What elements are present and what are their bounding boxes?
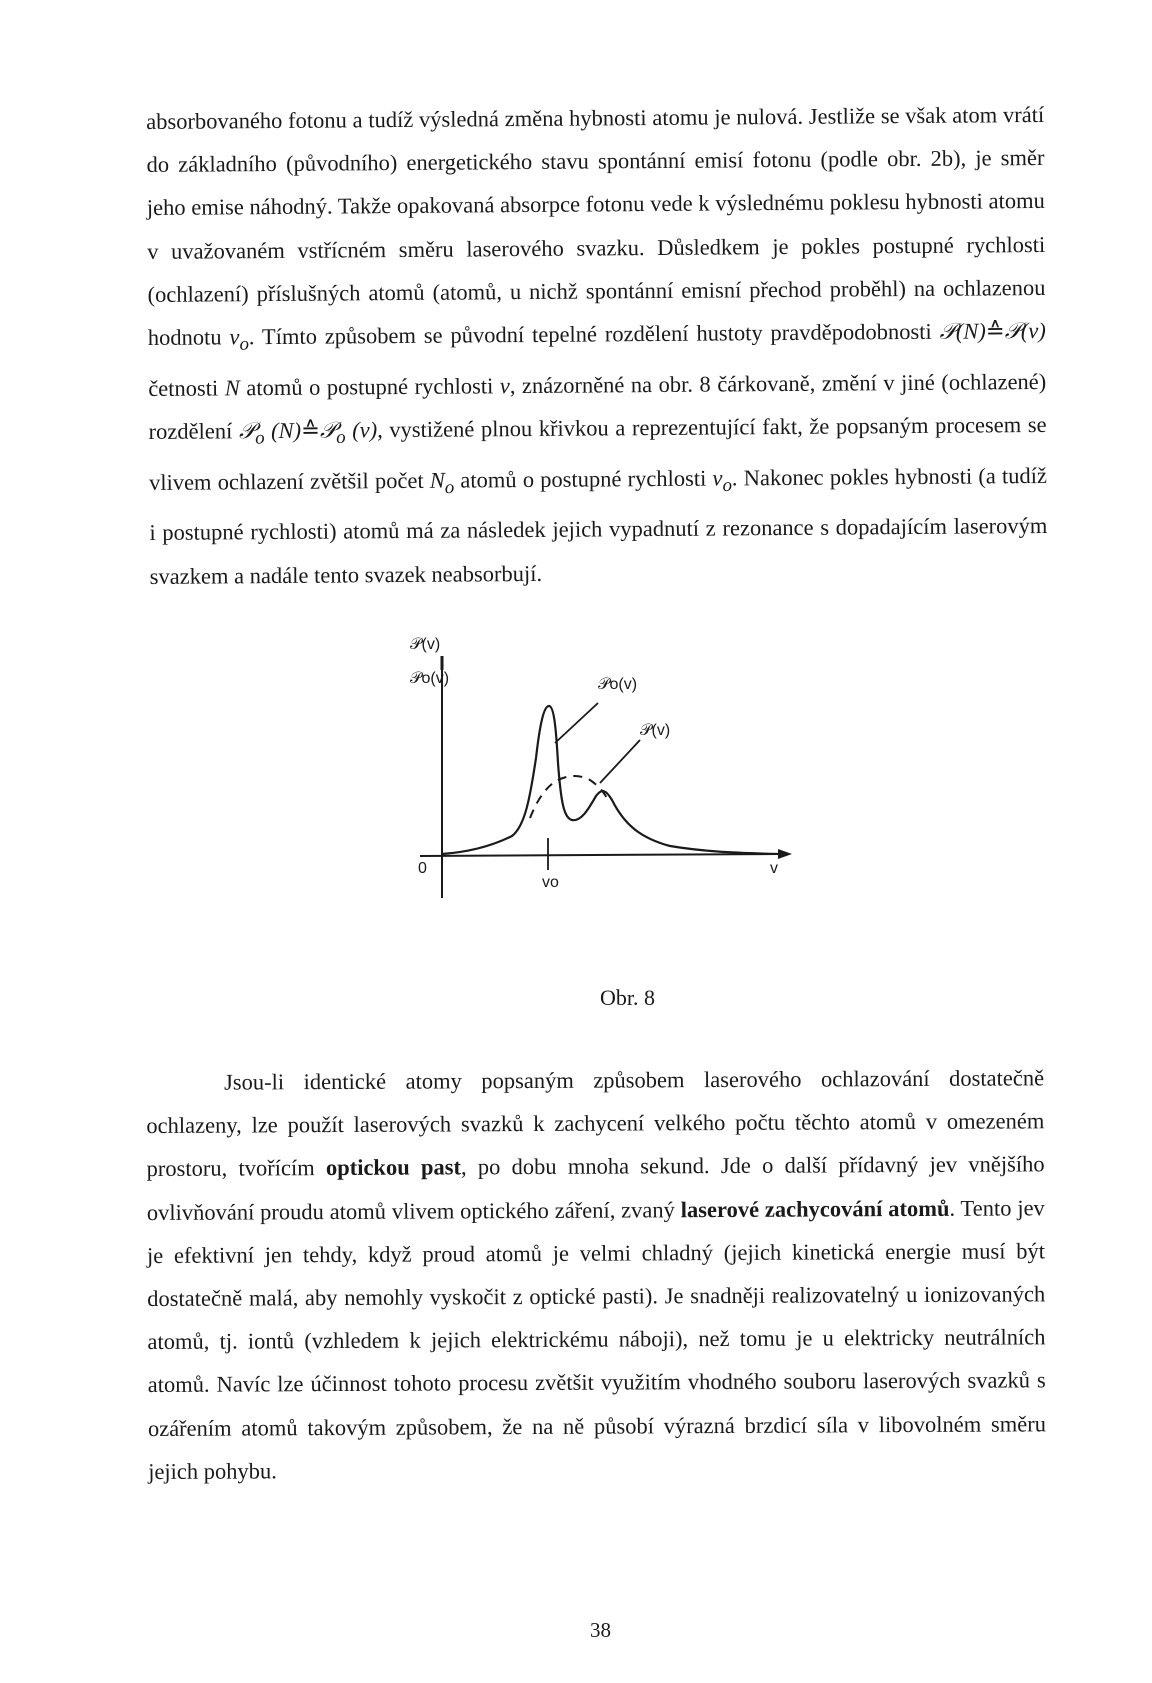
page-number: 38 xyxy=(590,1618,611,1642)
text-span: . Nakonec pokles hybnosti (a tudíž i postupné rychlosti) atomů má za následek jejich vypadnutí z rezonance s dopadajícím laserovým svazkem a nadále tento svazek neabsorbují. xyxy=(149,462,1048,589)
leader-line-original xyxy=(600,740,640,783)
tick-label-v0: vo xyxy=(542,874,559,891)
text-span: k výslednému poklesu hybnosti atomu v uvažovaném vstřícném směru laserového xyxy=(147,188,1045,264)
text-span: , po dobu mnoha sekund. Jde o další přídavný jev vnějšího ovlivňování proudu atomů vlivem optického záření, zvaný xyxy=(146,1151,1045,1225)
text-span: . Tímto způsobem se původní tepelné rozdělení hustoty pravděpodobnosti xyxy=(248,318,940,350)
leader-line-cooled xyxy=(555,703,598,743)
text-span: . Tento jev je efektivní jen tehdy, když proud atomů je velmi chladný (jejich kinetická energie musí být dostatečně malá, aby nemohly vyskočit z optické pasti). Je snadněji realizovatelný u ionizovaných atomů, tj. iontů (vzhledem k jejich elektrickému náboji), než tomu je u elektricky neutrálních atomů. Navíc lze účinnost tohoto procesu zvětšit využitím vhodného souboru laserových svazků s ozářením atomů takovým způsobem, že na ně působí výrazná brzdicí síla v libovolném směru jejich pohybu. xyxy=(146,1194,1046,1484)
math-N: N xyxy=(224,374,240,401)
x-axis xyxy=(420,854,778,856)
math-P-of-v: 𝒫(v) xyxy=(1004,317,1046,344)
math-subscript: o xyxy=(722,474,732,496)
math-v-arg: (v) xyxy=(345,417,378,443)
math-N: N xyxy=(429,467,445,493)
figure-caption: Obr. 8 xyxy=(600,985,655,1010)
x-axis-arrow xyxy=(778,849,792,859)
math-v: v xyxy=(712,465,723,491)
cooled-distribution-curve xyxy=(442,706,780,854)
text-span: , znázorněné na obr. 8 čárkovaně, změní v jiné (ochlazené) rozdělení xyxy=(148,368,1047,444)
text-span: atomů o postupné rychlosti xyxy=(454,465,713,493)
paragraph-laser-trapping xyxy=(146,1056,1046,1493)
math-corresponds: ≙ xyxy=(301,417,321,443)
math-subscript: o xyxy=(336,426,346,448)
curve-label-cooled: 𝒫o(v) xyxy=(598,676,638,693)
math-corresponds: ≙ xyxy=(985,318,1005,344)
paragraph-laser-cooling xyxy=(146,93,1048,598)
text-span: však atom vrátí do základního (původního) energetického stavu spontánní emisí fotonu xyxy=(146,101,1045,178)
bold-term-optical-trap: optickou past xyxy=(325,1154,462,1181)
math-subscript: o xyxy=(444,476,455,498)
y-axis-label-original: 𝒫(v) xyxy=(410,636,441,653)
math-P-of-N: 𝒫(N) xyxy=(939,318,986,344)
text-span: , vystižené plnou křivkou a reprezentující fakt, že popsaným procesem se vlivem ochlazení zvětšil počet xyxy=(148,411,1047,495)
y-axis-label-cooled: 𝒫o(v) xyxy=(410,670,450,687)
math-subscript: o xyxy=(255,427,265,449)
bold-term-laser-trapping: laserové zachycování atomů xyxy=(680,1195,950,1222)
text-span: u nichž spontánní emisní přechod proběhl) na ochlazenou hodnotu xyxy=(147,274,1046,351)
text-span: svazku. Důsledkem je pokles postupné rychlosti (ochlazení) příslušných atomů (atomů, xyxy=(147,231,1046,307)
text-span: atomů o postupné rychlosti xyxy=(239,372,500,400)
text-span: absorbovaného fotonu a tudíž výsledná změna hybnosti atomu je nulová. Jestliže se xyxy=(146,103,900,134)
math-P: 𝒫 xyxy=(238,418,256,444)
curve-label-original: 𝒫(v) xyxy=(640,722,671,739)
math-N-arg: (N) xyxy=(264,417,302,444)
math-v: v xyxy=(229,324,240,350)
figure-velocity-distribution xyxy=(410,636,870,958)
text-span: četnosti xyxy=(148,375,225,401)
text-span: (podle obr. 2b), je směr jeho emise náhodný. Takže opakovaná absorpce fotonu vede xyxy=(146,145,1045,221)
math-P: 𝒫 xyxy=(319,417,337,443)
origin-label: 0 xyxy=(418,860,427,877)
math-v: v xyxy=(499,372,510,398)
math-subscript: o xyxy=(239,333,249,355)
text-span: Jsou-li identické atomy popsaným způsobem laserového ochlazování dostatečně ochlazeny, lze použít laserových svazků k zachycení velkého počtu těchto atomů v omezeném prostoru, tvořícím xyxy=(146,1065,1045,1182)
x-axis-label: v xyxy=(770,860,778,877)
